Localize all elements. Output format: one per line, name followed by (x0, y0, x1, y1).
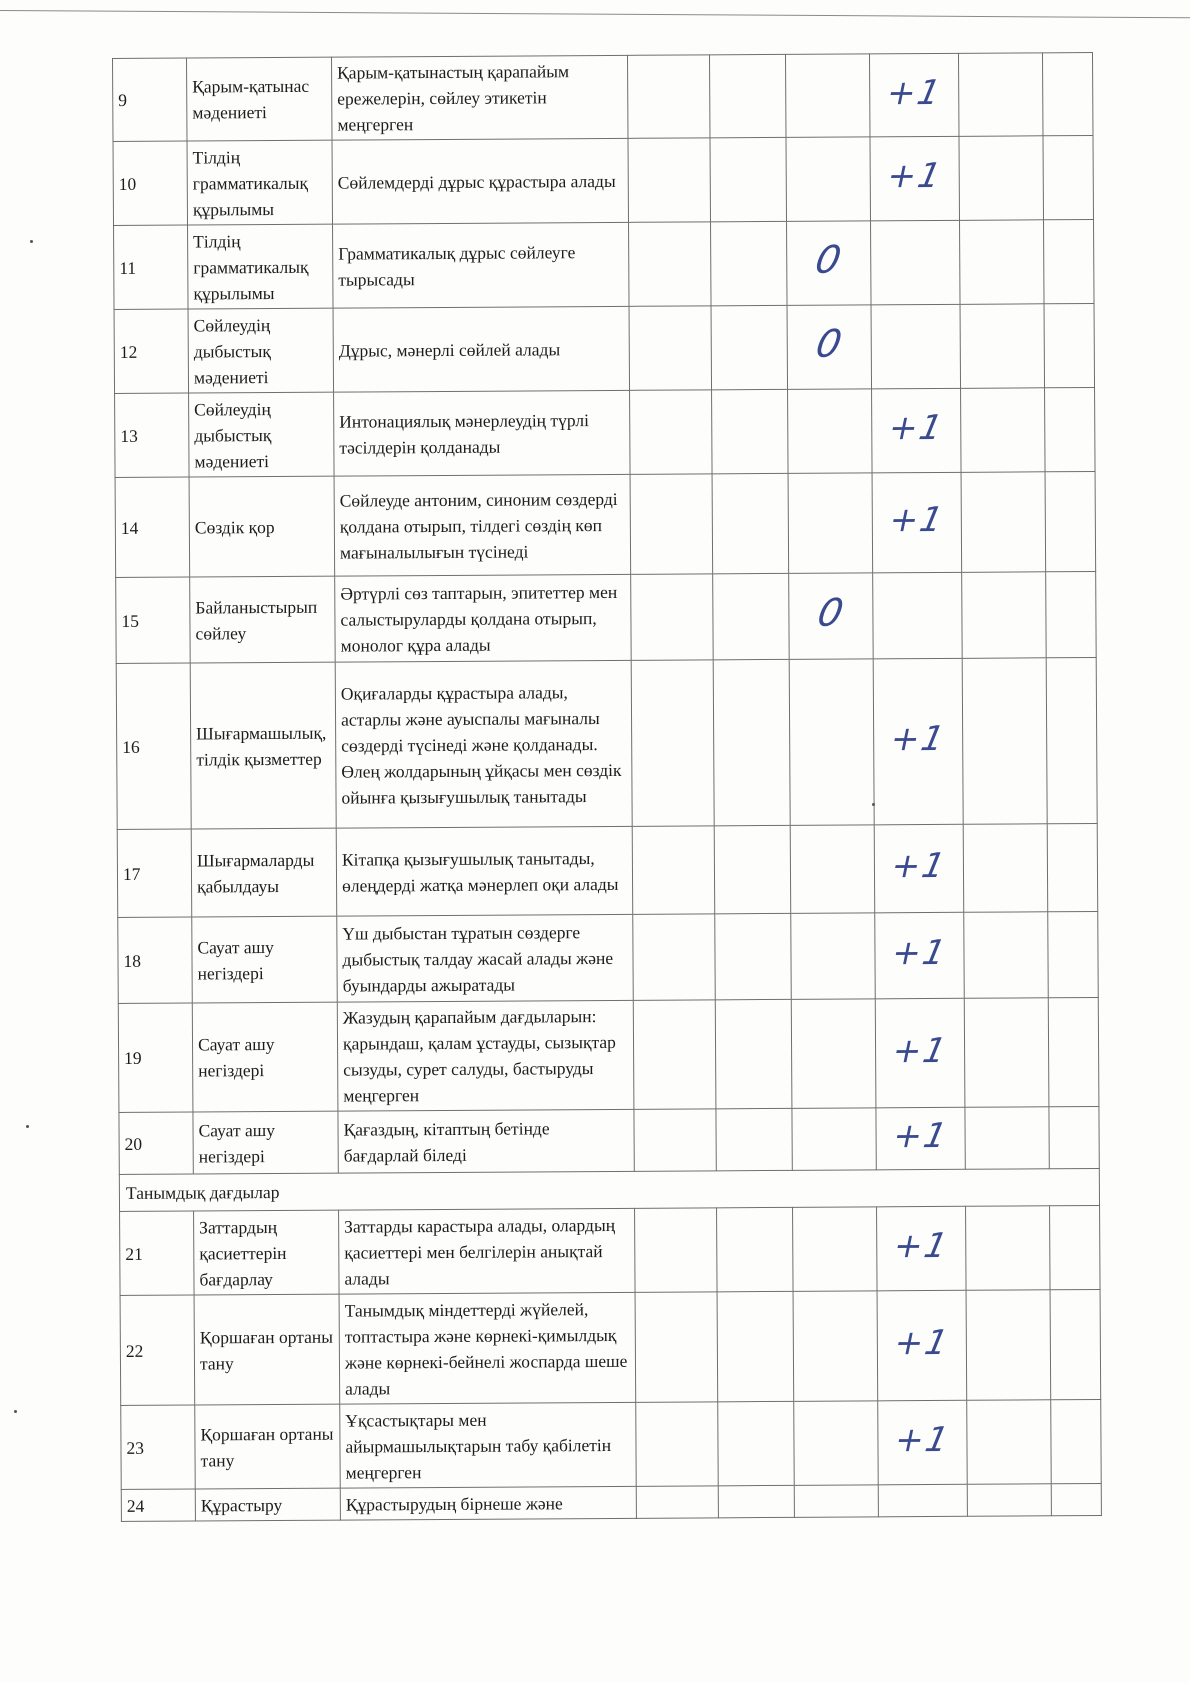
score-cell (961, 388, 1046, 473)
row-number: 21 (120, 1211, 195, 1295)
developmental-area: Тілдің грамматикалық құрылымы (187, 140, 333, 225)
score-cell (794, 1485, 878, 1518)
score-cell (960, 304, 1045, 389)
score-cell (793, 1291, 878, 1402)
score-cell (709, 54, 786, 137)
score-cell (716, 1108, 792, 1170)
score-cell (966, 1206, 1051, 1291)
score-cell (711, 305, 788, 389)
row-number: 16 (116, 663, 191, 829)
scan-speck (26, 1125, 29, 1128)
score-cell (1050, 1289, 1101, 1399)
skill-description: Әртүрлі сөз таптарын, эпитеттер мен салыстыруларды қолдана отырып, монолог құра алады (335, 574, 632, 662)
row-number: 11 (114, 225, 189, 309)
handwritten-zero-mark: 0 (812, 237, 846, 282)
table-row (117, 823, 1098, 917)
developmental-area: Қоршаған ортаны тану (194, 1294, 340, 1405)
row-number: 23 (121, 1405, 196, 1489)
skills-assessment-table (112, 52, 1102, 1522)
developmental-area: Қоршаған ортаны тану (195, 1404, 341, 1489)
score-cell (710, 137, 787, 221)
developmental-area: Заттардың қасиеттерін бағдарлау (194, 1210, 340, 1295)
assessment-sheet (112, 52, 1101, 1522)
score-cell (717, 1207, 794, 1291)
scan-speck (872, 803, 875, 806)
table-body-speech-skills (113, 53, 1100, 1175)
skill-description: Кітапқа қызығушылық танытады, өлеңдерді жатқа мәнерлеп оқи алады (336, 826, 633, 916)
score-cell (628, 138, 711, 222)
row-number: 15 (116, 577, 191, 663)
score-cell (871, 304, 961, 389)
handwritten-plus-one-mark: +1 (883, 155, 946, 197)
score-cell (794, 1401, 879, 1486)
score-cell (635, 1208, 718, 1292)
score-cell (875, 912, 965, 999)
score-cell (873, 572, 963, 659)
score-cell (790, 825, 875, 914)
skill-description: Үш дыбыстан тұратын сөздерге дыбыстық талдау жасай алады және буындарды ажыратады (337, 914, 634, 1002)
score-cell (791, 913, 876, 1000)
developmental-area: Сауат ашу негіздері (192, 916, 338, 1003)
table-row (115, 388, 1095, 478)
developmental-area: Сөздік қор (189, 476, 335, 577)
score-cell (718, 1485, 794, 1517)
handwritten-plus-one-mark: +1 (883, 72, 946, 113)
score-cell (1042, 53, 1093, 136)
scan-page-edge (0, 10, 1190, 18)
score-cell (712, 473, 789, 573)
handwritten-plus-one-mark: +1 (885, 499, 949, 541)
score-cell (631, 574, 714, 660)
score-cell (787, 305, 872, 390)
developmental-area: Сөйлеудің дыбыстық мәдениеті (189, 392, 335, 477)
handwritten-plus-one-mark: +1 (891, 1419, 954, 1461)
skill-description: Заттарды карастыра алады, олардың қасиеттері мен белгілерін анықтай алады (339, 1208, 636, 1294)
score-cell (633, 914, 716, 1000)
table-row (114, 220, 1094, 310)
skill-description: Жазудың қарапайым дағдыларын: қарындаш, қалам ұстауды, сызықтар сызуды, сурет салуды, бастыруды меңгерген (337, 1000, 634, 1111)
score-cell (788, 389, 873, 474)
score-cell (714, 825, 791, 913)
score-cell (878, 1484, 967, 1517)
score-cell (967, 1484, 1051, 1517)
row-number: 24 (121, 1489, 195, 1521)
skill-description: Танымдық міндеттерді жүйелей, топтастыра және көрнекі-қимылдық және көрнекі-бейнелі жоспарда шеше алады (339, 1292, 636, 1404)
skill-description: Қарым-қатынастың қарапайым ережелерін, сөйлеу этикетін меңгерген (331, 55, 628, 140)
score-cell (958, 53, 1043, 137)
score-cell (870, 136, 960, 221)
row-number: 22 (120, 1295, 195, 1405)
score-cell (785, 54, 870, 138)
score-cell (713, 573, 790, 659)
score-cell (875, 998, 965, 1108)
row-number: 12 (114, 309, 189, 393)
score-cell (963, 824, 1048, 913)
table-row (118, 911, 1099, 1003)
skill-description: Ұқсастықтары мен айырмашылықтарын табу қабілетін меңгерген (340, 1402, 637, 1488)
score-cell (715, 913, 792, 999)
score-cell (635, 1292, 718, 1402)
handwritten-plus-one-mark: +1 (889, 1115, 952, 1157)
developmental-area: Шығармашылық, тілдік қызметтер (190, 662, 336, 829)
scan-speck (30, 240, 33, 243)
handwritten-zero-mark: 0 (814, 590, 848, 635)
score-cell (1050, 1205, 1101, 1289)
table-row (113, 53, 1093, 142)
score-cell (636, 1402, 719, 1486)
handwritten-plus-one-mark: +1 (887, 845, 951, 887)
handwritten-plus-one-mark: +1 (886, 718, 950, 760)
table-row (120, 1205, 1100, 1295)
score-cell (962, 572, 1047, 659)
developmental-area: Құрастыру (195, 1488, 340, 1521)
handwritten-plus-one-mark: +1 (890, 1225, 953, 1267)
table-row (121, 1399, 1101, 1489)
score-cell (787, 221, 872, 306)
score-cell (878, 1400, 968, 1485)
score-cell (792, 1108, 876, 1171)
score-cell (715, 999, 792, 1108)
handwritten-plus-one-mark: +1 (888, 1030, 952, 1071)
score-cell (877, 1290, 967, 1401)
score-cell (633, 1000, 716, 1109)
table-row (119, 1106, 1099, 1174)
row-number: 20 (119, 1112, 193, 1174)
scan-speck (14, 1410, 17, 1413)
skill-description: Дұрыс, мәнерлі сөйлей алады (333, 306, 630, 392)
row-number: 17 (117, 829, 192, 917)
table-row (116, 657, 1097, 829)
skill-description: Оқиғаларды құрастыра алады, астарлы және ауыспалы мағыналы сөздерді түсінеді және қолданады. Өлең жолдарының ұйқасы мен сөздік ойынға қызығушылық танытады (335, 660, 632, 828)
developmental-area: Сауат ашу негіздері (192, 1002, 338, 1112)
score-cell (874, 824, 964, 913)
score-cell (1047, 823, 1098, 911)
score-cell (629, 222, 712, 306)
row-number: 13 (115, 393, 190, 477)
skill-description: Қағаздың, кітаптың бетінде бағдарлай біледі (338, 1109, 634, 1173)
developmental-area: Қарым-қатынас мәдениеті (187, 57, 333, 141)
score-cell (1051, 1483, 1101, 1515)
developmental-area: Сөйлеудің дыбыстық мәдениеті (188, 308, 334, 393)
handwritten-zero-mark: 0 (812, 321, 846, 366)
score-cell (788, 473, 873, 574)
score-cell (961, 472, 1046, 573)
table-row (115, 472, 1096, 578)
developmental-area: Байланыстырып сөйлеу (190, 576, 336, 663)
skill-description: Интонациялық мәнерлеудің түрлі тәсілдерін қолданады (334, 390, 631, 476)
score-cell (962, 658, 1047, 825)
developmental-area: Шығармаларды қабылдауы (191, 828, 337, 917)
score-cell (966, 1290, 1051, 1401)
skill-description: Сөйлеуде антоним, синоним сөздерді қолдана отырып, тілдегі сөздің көп мағыналылығын түсінеді (334, 474, 631, 576)
score-cell (872, 388, 962, 473)
score-cell (718, 1401, 795, 1485)
score-cell (964, 912, 1049, 999)
handwritten-plus-one-mark: +1 (890, 1322, 954, 1364)
score-cell (630, 474, 713, 574)
developmental-area: Сауат ашу негіздері (193, 1111, 338, 1174)
score-cell (965, 1107, 1049, 1170)
row-number: 18 (118, 917, 193, 1003)
score-cell (630, 390, 713, 474)
score-cell (1048, 997, 1099, 1106)
row-number: 10 (113, 141, 188, 225)
table-row (113, 136, 1093, 226)
table-row (114, 304, 1094, 394)
score-cell (1043, 136, 1094, 220)
score-cell (877, 1206, 967, 1291)
score-cell (1049, 1106, 1099, 1168)
skill-description: Грамматикалық дұрыс сөйлеуге тырысады (333, 222, 630, 308)
table-row (118, 997, 1099, 1112)
handwritten-plus-one-mark: +1 (885, 407, 948, 449)
score-cell (869, 53, 959, 137)
score-cell (959, 136, 1044, 221)
score-cell (872, 472, 962, 573)
score-cell (1044, 220, 1095, 304)
score-cell (967, 1400, 1052, 1485)
score-cell (789, 573, 874, 660)
score-cell (1044, 304, 1095, 388)
table-row (116, 572, 1097, 664)
table-body-section-header (119, 1168, 1099, 1211)
score-cell (960, 220, 1045, 305)
score-cell (1045, 472, 1096, 572)
score-cell (631, 660, 714, 826)
score-cell (1046, 572, 1097, 658)
score-cell (876, 1107, 965, 1170)
table-body-cognitive-skills (120, 1205, 1102, 1521)
developmental-area: Тілдің грамматикалық құрылымы (188, 224, 334, 309)
score-cell (636, 1486, 718, 1519)
score-cell (632, 826, 715, 914)
section-header-row (119, 1168, 1099, 1211)
skill-description: Сөйлемдерді дұрыс құрастыра алады (332, 138, 629, 224)
row-number: 19 (118, 1003, 193, 1112)
table-row (121, 1483, 1101, 1521)
score-cell (629, 306, 712, 390)
score-cell (1048, 911, 1099, 997)
score-cell (791, 999, 876, 1109)
score-cell (711, 221, 788, 305)
skill-description: Құрастырудың бірнеше және (340, 1486, 636, 1520)
score-cell (627, 55, 710, 138)
row-number: 14 (115, 477, 190, 577)
section-title: Танымдық дағдылар (119, 1168, 1099, 1211)
score-cell (873, 658, 963, 825)
score-cell (1051, 1399, 1102, 1483)
score-cell (712, 389, 789, 473)
score-cell (717, 1291, 794, 1401)
score-cell (1046, 657, 1097, 823)
score-cell (1045, 388, 1096, 472)
score-cell (793, 1207, 878, 1292)
score-cell (786, 137, 871, 222)
score-cell (634, 1109, 716, 1171)
table-row (120, 1289, 1101, 1405)
handwritten-plus-one-mark: +1 (888, 932, 951, 974)
score-cell (871, 220, 961, 305)
score-cell (713, 659, 790, 825)
score-cell (964, 998, 1049, 1108)
score-cell (789, 659, 874, 826)
row-number: 9 (113, 58, 188, 141)
